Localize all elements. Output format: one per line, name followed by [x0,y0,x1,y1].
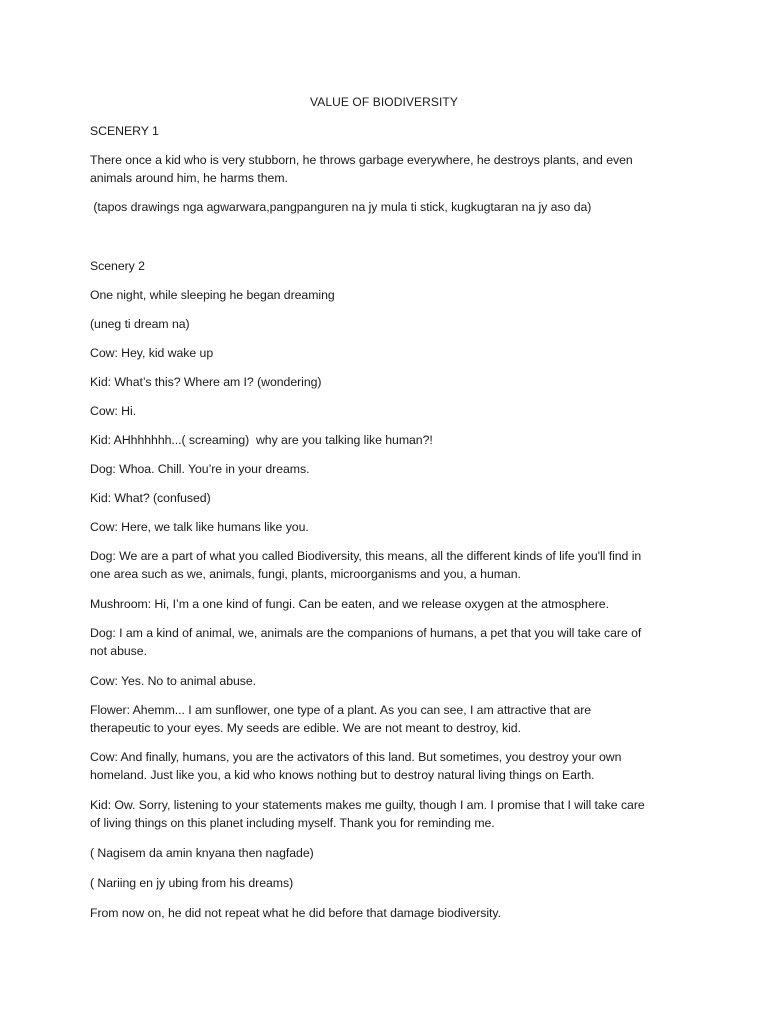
dialogue-line-cow-3 [90,519,690,537]
paragraph-line: Kid: What? (confused) [90,491,211,505]
dialogue-line-kid-4 [90,797,690,832]
dialogue-line-cow-2 [90,403,690,421]
paragraph-stage-note-3 [90,845,690,863]
dialogue-line-cow-1 [90,345,690,363]
document-title: VALUE OF BIODIVERSITY [310,95,458,109]
paragraph-line: homeland. Just like you, a kid who knows nothing but to destroy natural living things on Earth. [90,767,595,782]
paragraph-line: animals around him, he harms them. [90,170,288,185]
paragraph-stage-note-4 [90,875,690,893]
paragraph-line: Cow: Hi. [90,404,137,418]
paragraph-line: Dog: I am a kind of animal, we, animals are the companions of humans, a pet that you will take care of [90,626,642,640]
paragraph-line: ( Nagisem da amin knyana then nagfade) [90,846,314,860]
paragraph-ending [90,905,690,923]
paragraph-stage-note-2 [90,316,690,334]
dialogue-line-cow-5 [90,749,690,784]
paragraph-line: One night, while sleeping he began dreaming [90,288,335,302]
dialogue-line-kid-2 [90,432,690,450]
paragraph-scenery-2-heading [90,258,690,276]
dialogue-line-cow-4 [90,673,690,691]
paragraph-line: Cow: Hey, kid wake up [90,346,214,360]
paragraph-line: Flower: Ahemm... I am sunflower, one type of a plant. As you can see, I am attractive that are [90,703,592,717]
paragraph-line: Kid: AHhhhhhh...( screaming) why are you talking like human?! [90,433,433,447]
dialogue-line-mushroom [90,596,690,614]
paragraph-line: (uneg ti dream na) [90,317,190,331]
dialogue-line-dog-2 [90,548,690,583]
paragraph-line: not abuse. [90,643,147,658]
dialogue-line-dog-3 [90,625,690,660]
paragraph-line: Dog: We are a part of what you called Biodiversity, this means, all the different kinds of life you'll find in [90,549,642,563]
paragraph-line: Cow: And finally, humans, you are the activators of this land. But sometimes, you destroy your own [90,750,622,764]
paragraph-line: Kid: What’s this? Where am I? (wondering) [90,375,322,389]
paragraph-line: (tapos drawings nga agwarwara,pangpanguren na jy mula ti stick, kugkugtaran na jy aso da) [90,200,592,214]
paragraph-line: of living things on this planet including myself. Thank you for reminding me. [90,815,495,830]
dialogue-line-kid-3 [90,490,690,508]
paragraph-line: ( Nariing en jy ubing from his dreams) [90,876,294,890]
paragraph-scenery-1-heading [90,123,690,141]
paragraph-line: Mushroom: Hi, I’m a one kind of fungi. Can be eaten, and we release oxygen at the atmosphere. [90,597,609,611]
dialogue-line-kid-1 [90,374,690,392]
paragraph-intro [90,152,690,187]
paragraph-line: From now on, he did not repeat what he did before that damage biodiversity. [90,906,501,920]
paragraph-line: therapeutic to your eyes. My seeds are edible. We are not meant to destroy, kid. [90,720,521,735]
paragraph-line: SCENERY 1 [90,124,159,138]
paragraph-line: Scenery 2 [90,259,145,273]
dialogue-line-flower [90,702,690,737]
paragraph-dreaming [90,287,690,305]
paragraph-line: There once a kid who is very stubborn, he throws garbage everywhere, he destroys plants, and even [90,153,633,167]
paragraph-line: Cow: Yes. No to animal abuse. [90,674,257,688]
paragraph-line: Kid: Ow. Sorry, listening to your statements makes me guilty, though I am. I promise that I will take care [90,798,645,812]
paragraph-line: Dog: Whoa. Chill. You’re in your dreams. [90,462,310,476]
paragraph-line: one area such as we, animals, fungi, plants, microorganisms and you, a human. [90,566,521,581]
dialogue-line-dog-1 [90,461,690,479]
paragraph-line: Cow: Here, we talk like humans like you. [90,520,309,534]
paragraph-stage-note-1 [90,199,690,217]
